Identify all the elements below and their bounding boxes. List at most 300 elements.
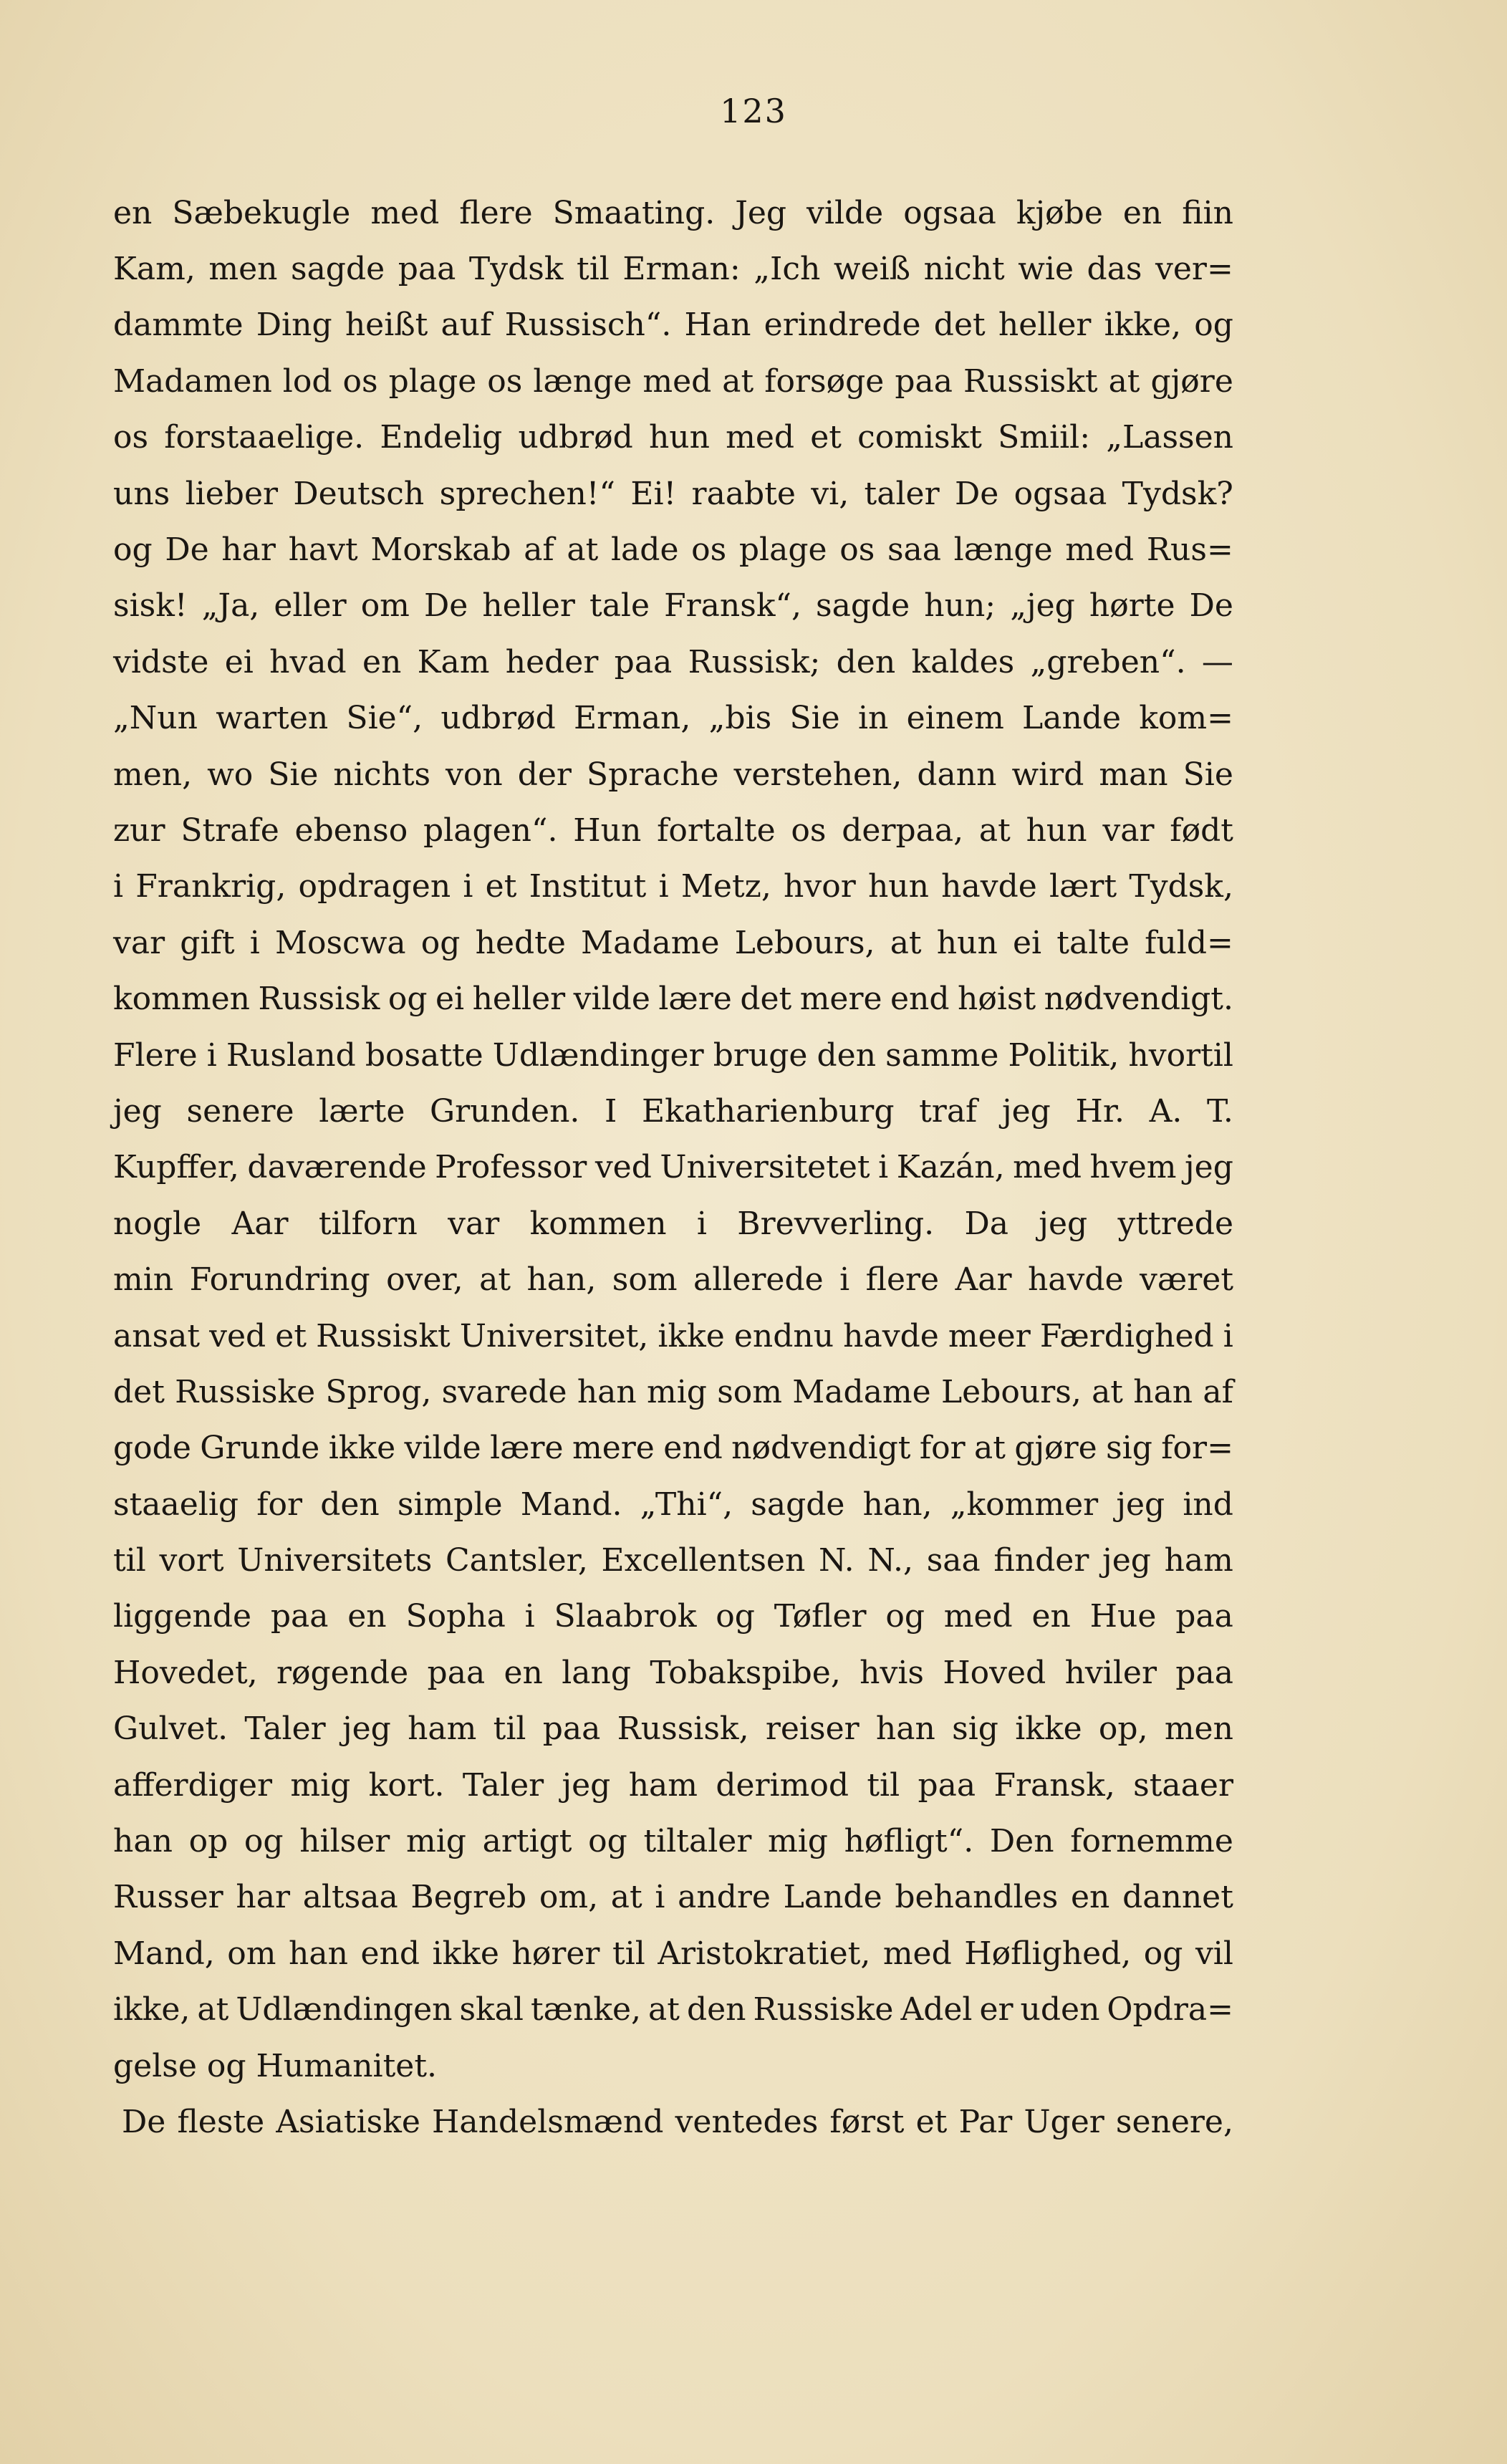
word: hvad bbox=[269, 643, 347, 680]
word: i bbox=[878, 1149, 889, 1186]
word: Politik, bbox=[1008, 1036, 1120, 1074]
word: lære bbox=[658, 981, 732, 1018]
word: Russiskt bbox=[316, 1317, 451, 1354]
word: i bbox=[696, 1205, 707, 1242]
word: I bbox=[605, 1092, 617, 1130]
word: Uger bbox=[1024, 2103, 1104, 2140]
word: ham bbox=[1164, 1542, 1233, 1579]
word: og bbox=[885, 1598, 925, 1635]
word: det bbox=[740, 981, 792, 1018]
word: wo bbox=[207, 756, 254, 793]
word: han bbox=[113, 1823, 173, 1860]
word: til bbox=[493, 1710, 526, 1748]
word: „Ich bbox=[754, 251, 821, 288]
word: meer bbox=[948, 1317, 1031, 1354]
word: heißt bbox=[345, 307, 428, 344]
word: Slaabrok bbox=[554, 1598, 697, 1635]
text-line bbox=[113, 1027, 1233, 1083]
word: endnu bbox=[733, 1317, 834, 1354]
word: Hue bbox=[1089, 1598, 1157, 1635]
word: paa bbox=[895, 362, 953, 400]
text-line bbox=[113, 1083, 1233, 1139]
word: Aristokratiet, bbox=[658, 1935, 871, 1972]
word: den bbox=[686, 1991, 746, 2029]
word: Russisch“. bbox=[504, 307, 672, 344]
word: i bbox=[524, 1598, 535, 1635]
word: jeg bbox=[562, 1766, 611, 1804]
word: os bbox=[791, 812, 827, 849]
word: Strafe bbox=[180, 812, 279, 849]
word: Russiske bbox=[753, 1991, 894, 2029]
word: Lebours, bbox=[734, 924, 875, 961]
word: ikke bbox=[658, 1317, 725, 1354]
word: Han bbox=[684, 307, 751, 344]
word: Madame bbox=[581, 924, 720, 961]
word: havt bbox=[288, 531, 358, 569]
word: at bbox=[1108, 362, 1140, 400]
word: lærte bbox=[319, 1092, 405, 1130]
word: Opdra= bbox=[1107, 1991, 1233, 2029]
text-line bbox=[113, 353, 1233, 409]
word: ansat bbox=[113, 1317, 201, 1354]
word: sagde bbox=[290, 251, 385, 288]
word: allerede bbox=[693, 1261, 824, 1299]
word: han bbox=[875, 1710, 935, 1748]
word: Lande bbox=[783, 1879, 882, 1916]
word: heller bbox=[482, 587, 575, 625]
word: „Lassen bbox=[1106, 419, 1233, 456]
word: in bbox=[857, 700, 889, 737]
word: paa bbox=[542, 1710, 601, 1748]
word: er bbox=[979, 1991, 1014, 2029]
word: og bbox=[420, 924, 461, 961]
word: erindrede bbox=[764, 307, 921, 344]
text-line bbox=[113, 1925, 1233, 1981]
word: til bbox=[577, 251, 610, 288]
word: ikke, bbox=[113, 1991, 191, 2029]
word: vil bbox=[1195, 1935, 1233, 1972]
word: det bbox=[113, 1373, 165, 1410]
word: Morskab bbox=[370, 531, 511, 569]
word: derimod bbox=[716, 1766, 849, 1804]
word: hun bbox=[648, 419, 710, 456]
word: paa bbox=[614, 643, 673, 680]
word: ver= bbox=[1155, 251, 1233, 288]
word: et bbox=[485, 868, 517, 905]
word: Adel bbox=[900, 1991, 973, 2029]
word: mig bbox=[406, 1823, 466, 1860]
word: A. bbox=[1149, 1092, 1183, 1130]
word: hilser bbox=[299, 1823, 390, 1860]
word: mere bbox=[799, 981, 882, 1018]
word: Kazán, bbox=[896, 1149, 1005, 1186]
word: heder bbox=[505, 643, 599, 680]
word: i bbox=[839, 1261, 850, 1299]
word: lære bbox=[490, 1430, 564, 1467]
word: en bbox=[504, 1654, 543, 1691]
word: jeg bbox=[1039, 1205, 1088, 1242]
word: og bbox=[113, 531, 153, 569]
word: til bbox=[867, 1766, 900, 1804]
word: kaldes bbox=[911, 643, 1015, 680]
word: den bbox=[817, 1036, 877, 1074]
word: Sprache bbox=[586, 756, 719, 793]
word: vilde bbox=[807, 194, 884, 231]
word: dannet bbox=[1122, 1879, 1233, 1916]
word: Forundring bbox=[189, 1261, 370, 1299]
word: Gulvet. bbox=[113, 1710, 228, 1748]
word: bruge bbox=[713, 1036, 808, 1074]
word: hvor bbox=[784, 868, 856, 905]
word: Smaating. bbox=[552, 194, 716, 231]
word: derpaa, bbox=[842, 812, 964, 849]
word: hun; bbox=[924, 587, 996, 625]
word: afferdiger bbox=[113, 1766, 273, 1804]
word: Flere bbox=[113, 1036, 198, 1074]
word: von bbox=[446, 756, 503, 793]
word: wird bbox=[1011, 756, 1084, 793]
word: Høflighed, bbox=[964, 1935, 1132, 1972]
word: dammte bbox=[113, 307, 244, 344]
text-line bbox=[113, 1195, 1233, 1251]
word: end bbox=[663, 1430, 723, 1467]
word: paa bbox=[1175, 1598, 1233, 1635]
word: saa bbox=[887, 531, 941, 569]
word: fiin bbox=[1182, 194, 1233, 231]
text-line bbox=[113, 859, 1233, 915]
word: var bbox=[448, 1205, 500, 1242]
word: tænke, bbox=[530, 1991, 642, 2029]
page-number: 123 bbox=[720, 92, 787, 130]
word: Sæbekugle bbox=[172, 194, 351, 231]
word: Russisk, bbox=[617, 1710, 749, 1748]
word: vilde bbox=[404, 1430, 481, 1467]
word: vidste bbox=[113, 643, 209, 680]
word: verstehen, bbox=[733, 756, 902, 793]
word: Aar bbox=[231, 1205, 289, 1242]
text-line bbox=[113, 297, 1233, 353]
word: andre bbox=[678, 1879, 771, 1916]
word: zur bbox=[113, 812, 165, 849]
word: med bbox=[943, 1598, 1013, 1635]
word: flere bbox=[459, 194, 533, 231]
word: Professor bbox=[435, 1149, 587, 1186]
word: Metz, bbox=[680, 868, 771, 905]
word: jeg bbox=[1116, 1486, 1165, 1523]
word: Den bbox=[989, 1823, 1054, 1860]
word: Taler bbox=[462, 1766, 544, 1804]
word: altsaa bbox=[302, 1879, 398, 1916]
word: min bbox=[113, 1261, 174, 1299]
word: staaelig bbox=[113, 1486, 239, 1523]
word: at bbox=[197, 1991, 229, 2029]
word: os bbox=[487, 362, 523, 400]
word: Lande bbox=[1022, 700, 1122, 737]
word: ei bbox=[224, 643, 254, 680]
word: ved bbox=[209, 1317, 266, 1354]
text-line bbox=[113, 1364, 1233, 1420]
word: Grunde bbox=[200, 1430, 320, 1467]
word: Russiskt bbox=[963, 362, 1098, 400]
word: „greben“. bbox=[1030, 643, 1186, 680]
word: med bbox=[642, 362, 712, 400]
word: Hovedet, bbox=[113, 1654, 258, 1691]
word: et bbox=[275, 1317, 307, 1354]
word: os bbox=[342, 362, 378, 400]
word: Sie bbox=[789, 700, 840, 737]
word: N. bbox=[818, 1542, 854, 1579]
word: man bbox=[1099, 756, 1168, 793]
word: mig bbox=[768, 1823, 828, 1860]
word: Tydsk, bbox=[1129, 868, 1233, 905]
word: „kommer bbox=[950, 1486, 1099, 1523]
word: at bbox=[974, 1430, 1006, 1467]
word: vort bbox=[159, 1542, 224, 1579]
word: høfligt“. bbox=[844, 1823, 974, 1860]
word: den bbox=[836, 643, 896, 680]
word: bosatte bbox=[365, 1036, 483, 1074]
word: Rus= bbox=[1146, 531, 1233, 569]
word: længe bbox=[533, 362, 632, 400]
word: ventedes bbox=[675, 2103, 819, 2140]
word: ogsaa bbox=[1014, 475, 1107, 512]
word: paa bbox=[398, 251, 456, 288]
word: fleste bbox=[177, 2103, 265, 2140]
word: født bbox=[1170, 812, 1233, 849]
word: fortalte bbox=[657, 812, 776, 849]
word: af bbox=[524, 531, 554, 569]
word: jeg bbox=[1102, 1542, 1151, 1579]
text-line bbox=[113, 2038, 1233, 2094]
word: „jeg bbox=[1010, 587, 1075, 625]
word: en bbox=[347, 1598, 387, 1635]
word: Deutsch bbox=[293, 475, 425, 512]
word: jeg bbox=[1001, 1092, 1051, 1130]
body-text bbox=[113, 185, 1233, 2150]
word: Excellentsen bbox=[601, 1542, 806, 1579]
word: røgende bbox=[276, 1654, 409, 1691]
word: og bbox=[588, 1823, 627, 1860]
word: tale bbox=[589, 587, 650, 625]
word: os bbox=[113, 419, 149, 456]
word: hviler bbox=[1064, 1654, 1157, 1691]
word: warten bbox=[216, 700, 329, 737]
word: kjøbe bbox=[1016, 194, 1103, 231]
text-line bbox=[113, 971, 1233, 1026]
word: staaer bbox=[1133, 1766, 1233, 1804]
word: plage bbox=[388, 362, 477, 400]
word: „bis bbox=[708, 700, 772, 737]
word: forsøge bbox=[764, 362, 885, 400]
word: ei bbox=[1012, 924, 1042, 961]
word: han, bbox=[526, 1261, 597, 1299]
word: plage bbox=[738, 531, 827, 569]
word: som bbox=[717, 1373, 782, 1410]
word: Fransk, bbox=[993, 1766, 1115, 1804]
word: auf bbox=[440, 307, 492, 344]
word: Frankrig, bbox=[135, 868, 287, 905]
word: et bbox=[915, 2103, 948, 2140]
text-line bbox=[113, 466, 1233, 521]
word: i bbox=[463, 868, 473, 905]
word: mig bbox=[290, 1766, 351, 1804]
word: hvortil bbox=[1128, 1036, 1233, 1074]
text-line bbox=[113, 1476, 1233, 1532]
word: Tobakspibe, bbox=[650, 1654, 841, 1691]
word: Smiil: bbox=[998, 419, 1091, 456]
word: Erman: bbox=[622, 251, 741, 288]
word: Moscwa bbox=[274, 924, 406, 961]
word: om bbox=[360, 587, 410, 625]
word: N., bbox=[867, 1542, 913, 1579]
word: De bbox=[165, 531, 209, 569]
word: taler bbox=[864, 475, 940, 512]
word: — bbox=[1201, 643, 1233, 680]
word: havde bbox=[941, 868, 1037, 905]
word: for bbox=[256, 1486, 303, 1523]
word: været bbox=[1140, 1261, 1233, 1299]
word: fornemme bbox=[1070, 1823, 1233, 1860]
word: De bbox=[423, 587, 468, 625]
word: med bbox=[1013, 1149, 1082, 1186]
word: Begreb bbox=[410, 1879, 527, 1916]
word: De bbox=[122, 2103, 166, 2140]
word: uns bbox=[113, 475, 170, 512]
word: at bbox=[722, 362, 754, 400]
text-line bbox=[113, 1532, 1233, 1588]
word: gift bbox=[180, 924, 235, 961]
word: hører bbox=[511, 1935, 600, 1972]
word: Rusland bbox=[226, 1036, 356, 1074]
word: T. bbox=[1207, 1092, 1233, 1130]
word: Institut bbox=[529, 868, 647, 905]
text-line bbox=[113, 690, 1233, 746]
word: wie bbox=[1018, 251, 1074, 288]
word: jeg bbox=[113, 1092, 162, 1130]
word: ham bbox=[628, 1766, 698, 1804]
word: Universitetet bbox=[660, 1149, 870, 1186]
word: kom= bbox=[1139, 700, 1233, 737]
word: heller bbox=[472, 981, 566, 1018]
word: Tydsk? bbox=[1122, 475, 1233, 512]
text-line bbox=[113, 1140, 1233, 1195]
word: Erman, bbox=[573, 700, 691, 737]
word: sig bbox=[952, 1710, 998, 1748]
word: og bbox=[1143, 1935, 1183, 1972]
word: senere, bbox=[1115, 2103, 1233, 2140]
word: paa bbox=[918, 1766, 976, 1804]
word: længe bbox=[953, 531, 1053, 569]
word: i bbox=[206, 1036, 217, 1074]
word: hvis bbox=[860, 1654, 924, 1691]
word: Handelsmænd bbox=[432, 2103, 664, 2140]
word: daværende bbox=[247, 1149, 427, 1186]
text-line bbox=[113, 1589, 1233, 1645]
word: svarede bbox=[441, 1373, 567, 1410]
word: der bbox=[517, 756, 572, 793]
word: mig bbox=[646, 1373, 707, 1410]
word: comiskt bbox=[857, 419, 982, 456]
word: at bbox=[610, 1879, 642, 1916]
word: mere bbox=[572, 1430, 655, 1467]
word: og bbox=[716, 1598, 755, 1635]
word: at bbox=[567, 531, 599, 569]
word: Mand, bbox=[113, 1935, 215, 1972]
word: ebenso bbox=[294, 812, 408, 849]
word: einem bbox=[906, 700, 1004, 737]
word: „Thi“, bbox=[640, 1486, 733, 1523]
word: har bbox=[221, 531, 276, 569]
word: op bbox=[188, 1823, 228, 1860]
word: „Ja, bbox=[201, 587, 260, 625]
word: saa bbox=[926, 1542, 981, 1579]
text-line bbox=[113, 1813, 1233, 1869]
word: ogsaa bbox=[903, 194, 996, 231]
text-line bbox=[113, 1420, 1233, 1476]
word: kommen bbox=[529, 1205, 667, 1242]
word: han, bbox=[862, 1486, 933, 1523]
word: en bbox=[1122, 194, 1162, 231]
word: Russiske bbox=[175, 1373, 316, 1410]
word: nødvendigt. bbox=[1044, 981, 1233, 1018]
word: Fransk“, bbox=[664, 587, 801, 625]
word: Hr. bbox=[1075, 1092, 1125, 1130]
word: med bbox=[370, 194, 440, 231]
word: høist bbox=[958, 981, 1036, 1018]
word: liggende bbox=[113, 1598, 252, 1635]
word: en bbox=[362, 643, 402, 680]
word: med bbox=[1065, 531, 1135, 569]
word: at bbox=[648, 1991, 680, 2029]
word: han bbox=[577, 1373, 637, 1410]
word: De bbox=[954, 475, 999, 512]
word: reiser bbox=[765, 1710, 860, 1748]
word: ikke bbox=[1015, 1710, 1082, 1748]
word: lang bbox=[562, 1654, 632, 1691]
word: som bbox=[612, 1261, 678, 1299]
word: ham bbox=[408, 1710, 477, 1748]
word: Aar bbox=[955, 1261, 1012, 1299]
word: og bbox=[1194, 307, 1233, 344]
word: kort. bbox=[368, 1766, 445, 1804]
word: Kupffer, bbox=[113, 1149, 239, 1186]
word: af bbox=[1203, 1373, 1233, 1410]
word: lært bbox=[1049, 868, 1117, 905]
word: en bbox=[1071, 1879, 1110, 1916]
word: Russisk; bbox=[688, 643, 821, 680]
word: Sie bbox=[268, 756, 319, 793]
word: uden bbox=[1020, 1991, 1100, 2029]
word: Taler bbox=[244, 1710, 326, 1748]
word: hun bbox=[936, 924, 998, 961]
word: os bbox=[839, 531, 875, 569]
text-line bbox=[113, 915, 1233, 971]
word: hørte bbox=[1089, 587, 1175, 625]
word: heller bbox=[998, 307, 1092, 344]
text-line bbox=[113, 1869, 1233, 1925]
word: gjøre bbox=[1014, 1430, 1097, 1467]
word: vi, bbox=[811, 475, 849, 512]
word: senere bbox=[186, 1092, 294, 1130]
word: samme bbox=[885, 1036, 999, 1074]
word: Grunden. bbox=[430, 1092, 580, 1130]
word: Cantsler, bbox=[446, 1542, 588, 1579]
word: udbrød bbox=[440, 700, 556, 737]
word: gjøre bbox=[1150, 362, 1233, 400]
word: dann bbox=[917, 756, 997, 793]
word: tiltaler bbox=[643, 1823, 752, 1860]
word: et bbox=[810, 419, 842, 456]
